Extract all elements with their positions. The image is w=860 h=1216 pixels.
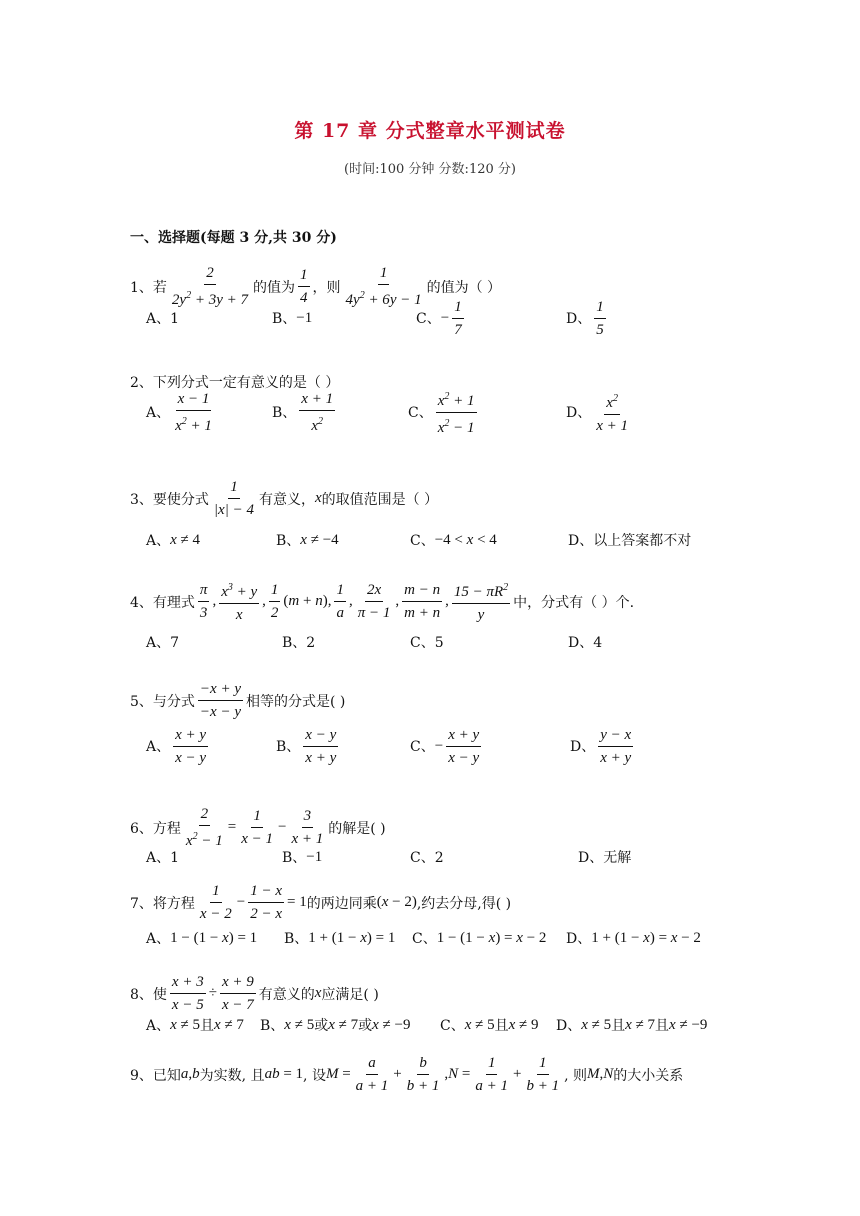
q3-option-c-label: C、: [410, 533, 435, 549]
q6-option-b[interactable]: B、 −1: [282, 848, 323, 866]
q3-option-d-label: D、以上答案都不对: [568, 533, 692, 549]
q7-mid: 的两边同乘: [306, 895, 377, 912]
q6-option-c[interactable]: C、2: [410, 850, 444, 866]
q1-option-a[interactable]: [146, 308, 179, 328]
q3-option-a-label: A、: [146, 533, 171, 549]
q8-option-d-label: D、: [556, 1018, 582, 1034]
q4-option-c[interactable]: C、5: [410, 635, 444, 651]
q5-option-d[interactable]: D、 $\frac{y - x}{x + y}$: [570, 724, 636, 769]
q4-option-b[interactable]: B、2: [282, 635, 316, 651]
q1-mid2: ，则: [312, 279, 341, 296]
q2-option-d[interactable]: D、 $\frac{x^2}{x + 1}$: [566, 388, 633, 437]
q1-mid1: 的值为: [253, 279, 296, 296]
q3-option-d[interactable]: [568, 530, 691, 550]
question-8: 8、使 $\frac{x + 3}{x - 5}$ ÷ $\frac{x + 9}{x - 7}$ 有意义的 x 应满足( ): [130, 971, 379, 1016]
page-title: 第 17 章 分式整章水平测试卷: [294, 120, 566, 142]
q9-prefix: 9、已知: [130, 1067, 181, 1084]
q2-option-d-label: D、: [566, 405, 592, 421]
q1-option-b-label: B、: [272, 311, 297, 327]
q4-prefix: 4、有理式: [130, 594, 195, 611]
q4-option-d[interactable]: D、4: [568, 635, 603, 651]
q8-option-b[interactable]: B、 x ≠ 5 或 x ≠ 7 或 x ≠ −9: [260, 1016, 411, 1034]
question-5: 5、与分式 $\frac{-x + y}{-x - y}$ 相等的分式是( ): [130, 678, 345, 723]
q1-fraction-target: $\frac{1}{4y^2 + 6y - 1}$: [344, 262, 424, 311]
q5-suffix: 相等的分式是( ): [246, 693, 346, 710]
q5-option-c[interactable]: C、 − $\frac{x + y}{x - y}$: [410, 724, 484, 769]
q3-option-b-label: B、: [276, 533, 301, 549]
q3-option-c[interactable]: C、 −4 < x < 4: [410, 531, 497, 549]
question-4: 4、有理式 $\frac{\pi}{3}$ , $\frac{x^3 + y}{x}$ , $\frac{1}{2}$ ( m + n ), $\frac{1}{a}$ , $\frac{2x}{\pi - 1}$ , $\frac{m - n}{m + n}$ , $\frac{15 - \pi R^2}{y}$ 中，分式有（ ）个.: [130, 577, 634, 626]
question-6: 6、方程 $\frac{2}{x^2 - 1}$ = $\frac{1}{x - 1}$ − $\frac{3}{x + 1}$ 的解是( ): [130, 803, 386, 852]
q3-suffix1: 有意义，: [258, 491, 315, 508]
q6-option-b-label: B、: [282, 850, 307, 866]
q5-option-b[interactable]: B、 $\frac{x - y}{x + y}$: [276, 724, 341, 769]
q8-suffix: 有意义的: [258, 986, 315, 1003]
q9-t1: 为实数, 且: [199, 1067, 265, 1084]
section-heading: 一、选择题(每题 3 分,共 30 分): [130, 230, 337, 246]
exam-info: (时间:100 分钟 分数:120 分): [344, 162, 516, 177]
q8-option-c-label: C、: [440, 1018, 465, 1034]
q1-value: $\frac{1}{4}$: [298, 264, 310, 309]
q1-option-d[interactable]: D、 $\frac{1}{5}$: [566, 296, 609, 341]
q5-option-a[interactable]: A、 $\frac{x + y}{x - y}$: [146, 724, 211, 769]
q1-option-c[interactable]: C、 − $\frac{1}{7}$: [416, 296, 467, 341]
q7-option-d[interactable]: D、 1 + (1 − x ) = x − 2: [566, 929, 701, 947]
q2-option-b-label: B、: [272, 405, 297, 421]
q5-prefix: 5、与分式: [130, 693, 195, 710]
q1-option-c-label: C、: [416, 311, 441, 327]
q3-prefix: 3、要使分式: [130, 491, 209, 508]
q1-prefix: 1、若: [130, 279, 167, 296]
q3-fraction: $\frac{1}{|x| - 4}$: [212, 476, 256, 521]
q7-option-b-label: B、: [284, 931, 309, 947]
question-7: 7、将方程 $\frac{1}{x - 2}$ − $\frac{1 - x}{2 - x}$ = 1 的两边同乘 ( x − 2) ,约去分母,得( ): [130, 880, 511, 925]
q8-prefix: 8、使: [130, 986, 167, 1003]
q6-option-a[interactable]: A、1: [146, 850, 180, 866]
q5-option-d-label: D、: [570, 739, 596, 755]
q7-option-c[interactable]: C、 1 − (1 − x ) = x − 2: [412, 929, 547, 947]
q7-option-c-label: C、: [412, 931, 437, 947]
q1-option-b[interactable]: B、 −1: [272, 309, 313, 327]
q7-prefix: 7、将方程: [130, 895, 195, 912]
q2-option-a[interactable]: A、 $\frac{x - 1}{x^2 + 1}$: [146, 388, 217, 437]
q2-option-c[interactable]: C、 $\frac{x^2 + 1}{x^2 - 1}$: [408, 386, 480, 439]
q8-option-a[interactable]: A、 x ≠ 5 且 x ≠ 7: [146, 1016, 244, 1034]
q9-t2: , 设: [303, 1067, 326, 1084]
q8-option-d[interactable]: D、 x ≠ 5 且 x ≠ 7 且 x ≠ −9: [556, 1016, 708, 1034]
q7-option-b[interactable]: B、 1 + (1 − x ) = 1: [284, 929, 396, 947]
q2-option-c-label: C、: [408, 405, 433, 421]
q1-option-a-label: A、1: [146, 311, 180, 327]
q8-option-c[interactable]: C、 x ≠ 5 且 x ≠ 9: [440, 1016, 539, 1034]
q3-option-a[interactable]: A、 x ≠ 4: [146, 531, 201, 549]
q4-option-a[interactable]: A、7: [146, 635, 180, 651]
q6-option-d[interactable]: D、无解: [578, 850, 632, 866]
q1-option-d-label: D、: [566, 311, 592, 327]
q2-text: 2、下列分式一定有意义的是（ ）: [130, 375, 340, 391]
q9-t3: , 则: [564, 1067, 587, 1084]
q7-option-d-label: D、: [566, 931, 592, 947]
q8-option-b-label: B、: [260, 1018, 285, 1034]
q5-option-b-label: B、: [276, 739, 301, 755]
q3-suffix2: 的取值范围是（ ）: [321, 491, 439, 508]
q5-option-a-label: A、: [146, 739, 171, 755]
q1-fraction-given: $\frac{2}{2y^2 + 3y + 7}$: [170, 262, 250, 311]
q4-suffix: 中，分式有（ ）个.: [513, 594, 635, 611]
q7-suffix: ,约去分母,得( ): [416, 895, 512, 912]
q7-option-a-label: A、: [146, 931, 171, 947]
q2-option-a-label: A、: [146, 405, 171, 421]
q1-suffix: 的值为（ ）: [426, 279, 502, 296]
q2-option-b[interactable]: B、 $\frac{x + 1}{x^2}$: [272, 388, 338, 437]
question-3: 3、要使分式 $\frac{1}{|x| - 4}$ 有意义， x 的取值范围是（ ）: [130, 476, 438, 521]
q7-option-a[interactable]: A、 1 − (1 − x ) = 1: [146, 929, 258, 947]
q6-suffix: 的解是( ): [328, 820, 386, 837]
q6-prefix: 6、方程: [130, 820, 181, 837]
q3-option-b[interactable]: B、 x ≠ −4: [276, 531, 339, 549]
q5-option-c-label: C、: [410, 739, 435, 755]
question-9: 9、已知 a , b 为实数, 且 ab = 1 , 设 M = $\frac{a}{a + 1}$ + $\frac{b}{b + 1}$ , N = $\frac{1}{a + 1}$ + $\frac{1}{b + 1}$ , 则 M , N 的大小关系: [130, 1052, 683, 1097]
q9-t4: 的大小关系: [613, 1067, 684, 1084]
q8-suffix2: 应满足( ): [321, 986, 379, 1003]
q8-option-a-label: A、: [146, 1018, 171, 1034]
